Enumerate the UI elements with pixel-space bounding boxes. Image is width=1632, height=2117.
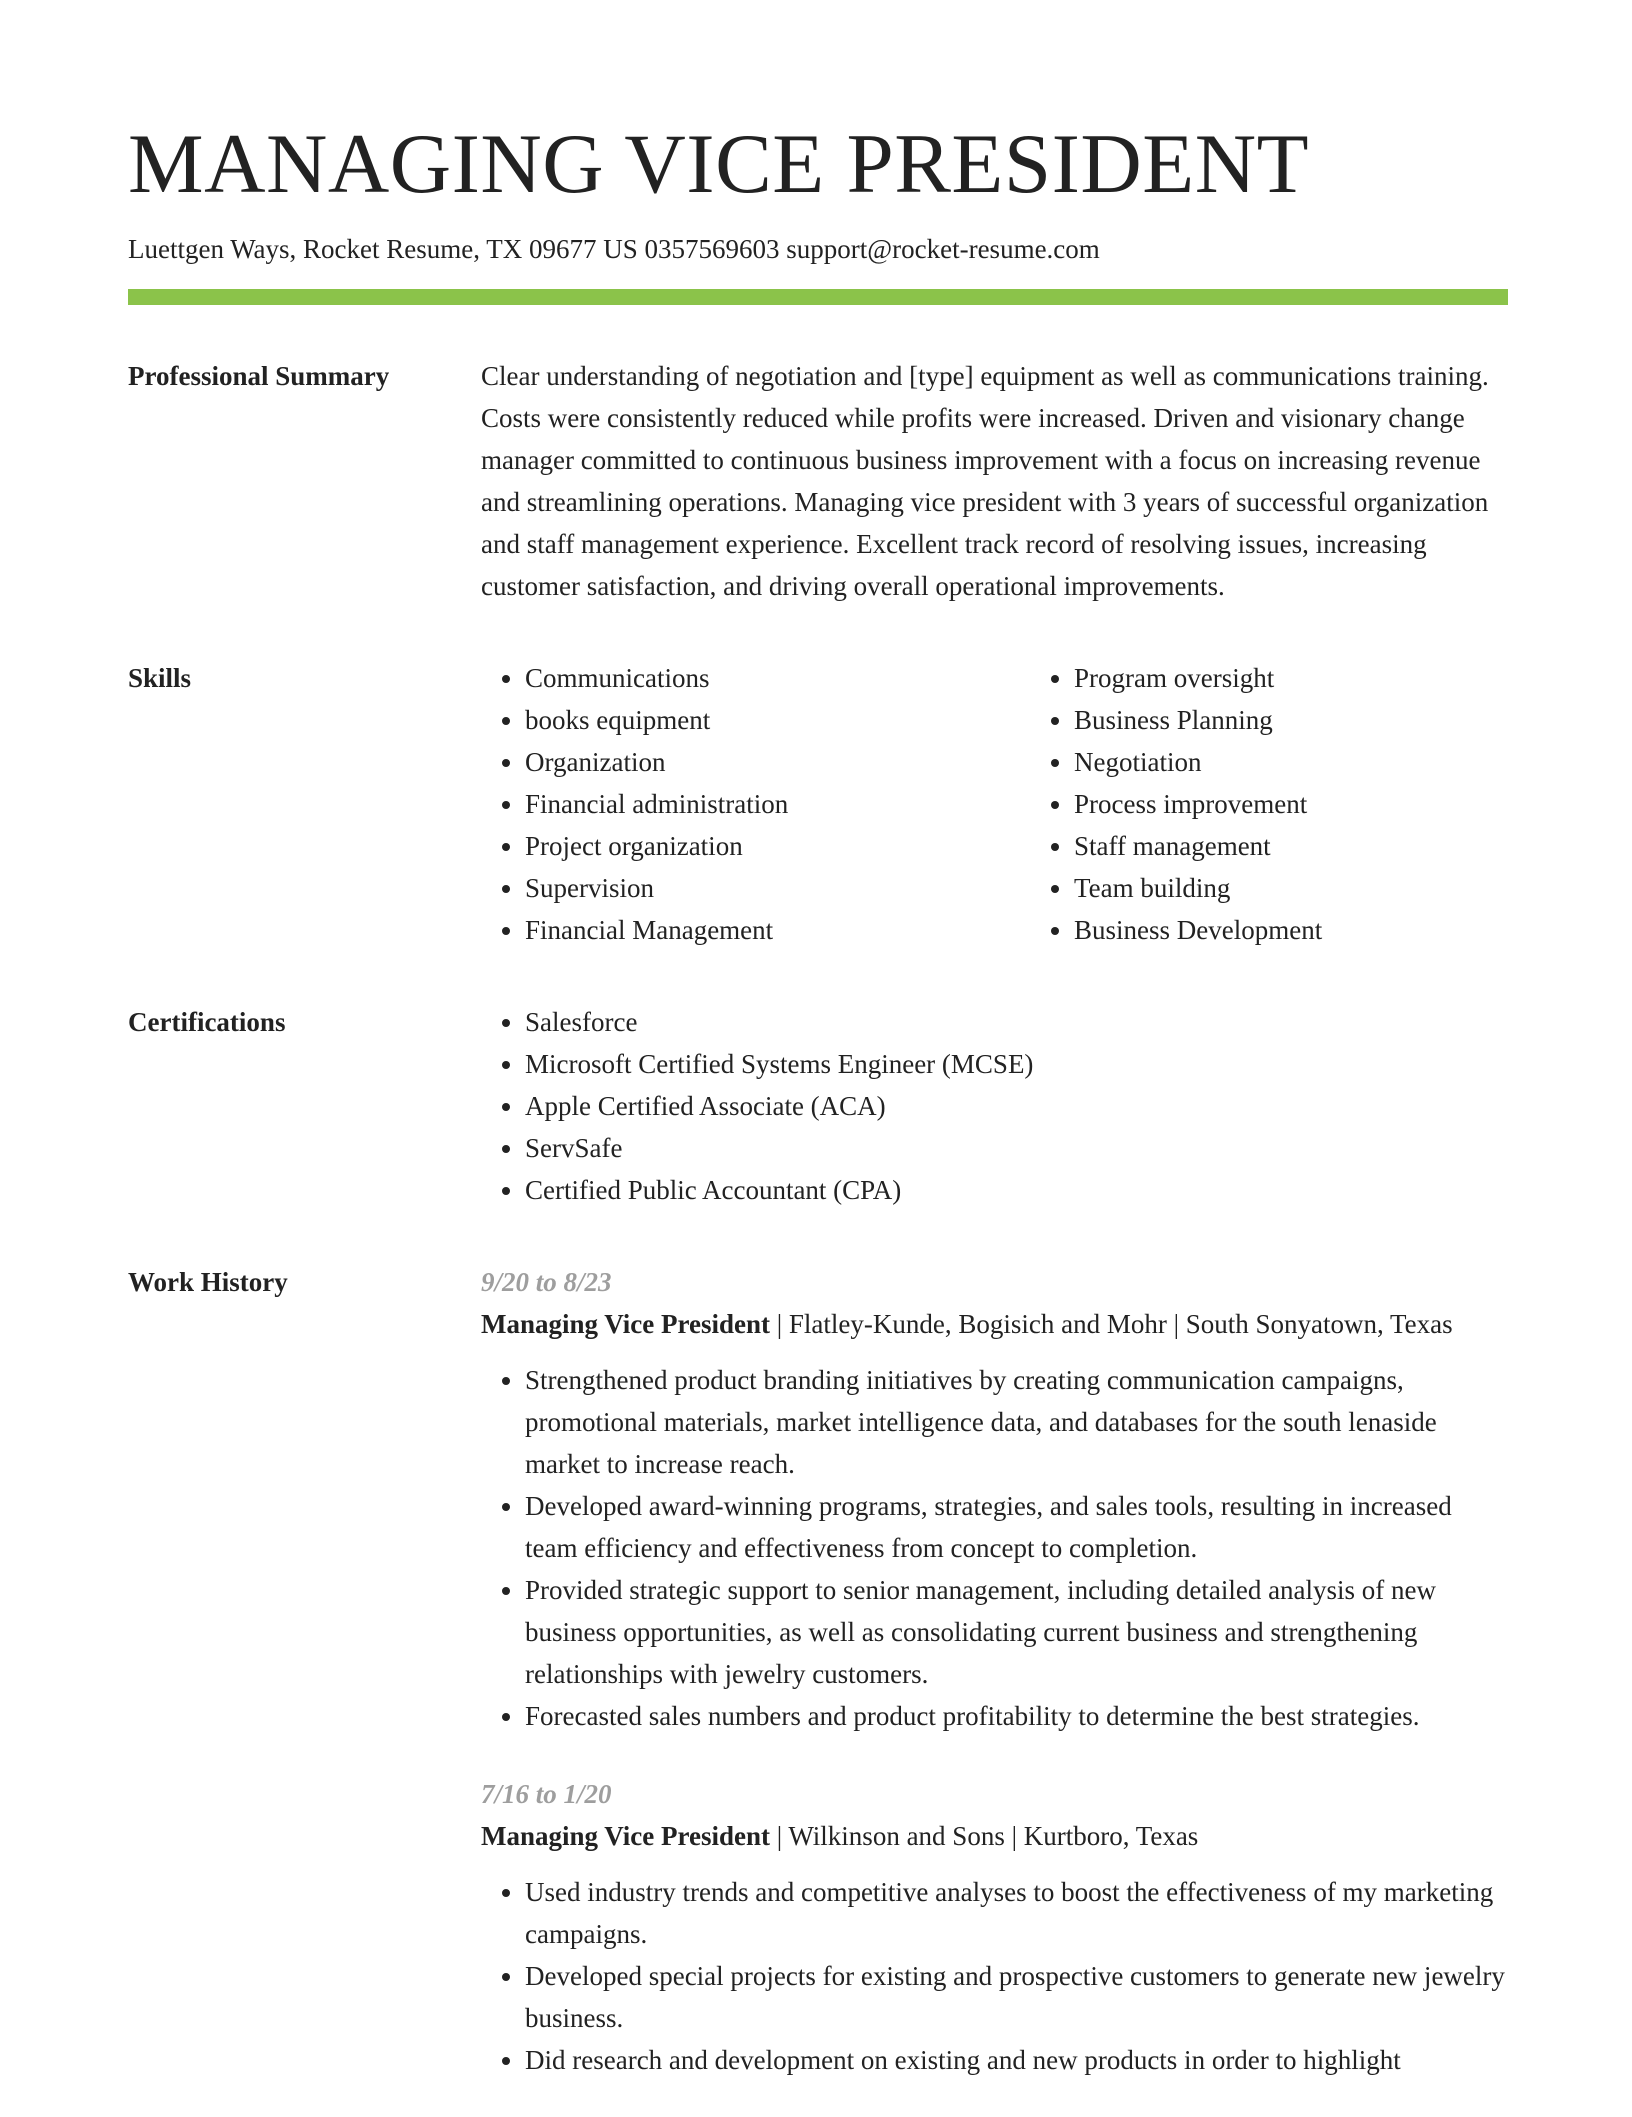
job-bullet: • Developed award-winning programs, strategies, and sales tools, resulting in increased team efficiency and effectiveness from concept to completion. — [525, 1485, 1508, 1569]
job-dates: 7/16 to 1/20 — [481, 1778, 612, 1809]
job-bullet: • Strengthened product branding initiatives by creating communication campaigns, promotional materials, market intelligence data, and databases for the south lenaside market to increase reach. — [525, 1359, 1508, 1485]
resume-page — [128, 118, 1508, 2117]
section-title-certifications: Certifications — [128, 1006, 286, 1037]
summary-body — [481, 355, 1508, 607]
job-bullet: • Developed special projects for existing and prospective customers to generate new jewelry business. — [525, 1955, 1508, 2039]
job-entry — [481, 1261, 1508, 1737]
job-bullet: • Did research and development on existing and new products in order to highlight — [525, 2039, 1508, 2081]
job-bullet: • Forecasted sales numbers and product profitability to determine the best strategies. — [525, 1695, 1508, 1737]
summary-section — [128, 355, 1508, 607]
job-heading — [481, 1815, 1508, 1857]
skill-item: • Program oversight — [1074, 657, 1579, 699]
certification-item: • Apple Certified Associate (ACA) — [525, 1085, 1508, 1127]
skills-section — [128, 657, 1508, 951]
certification-item: • ServSafe — [525, 1127, 1508, 1169]
skill-item: • Financial Management — [525, 909, 1030, 951]
skills-body — [481, 657, 1579, 951]
skill-item: • Project organization — [525, 825, 1030, 867]
job-bullet: • Provided strategic support to senior management, including detailed analysis of new business opportunities, as well as consolidating current business and strengthening relationships with jewelry customers. — [525, 1569, 1508, 1695]
skill-item: • Organization — [525, 741, 1030, 783]
skill-item: • Process improvement — [1074, 783, 1579, 825]
certification-item: • Certified Public Accountant (CPA) — [525, 1169, 1508, 1211]
skill-item: • Staff management — [1074, 825, 1579, 867]
contact-line: Luettgen Ways, Rocket Resume, TX 09677 US 0357569603 support@rocket-resume.com — [128, 233, 1100, 264]
skills-list-right — [1030, 657, 1579, 951]
work-history-section — [128, 1261, 1508, 2117]
certifications-list — [481, 1001, 1508, 1211]
job-title: Managing Vice President — [481, 1308, 770, 1339]
certification-item: • Microsoft Certified Systems Engineer (MCSE) — [525, 1043, 1508, 1085]
skill-item: • Business Planning — [1074, 699, 1579, 741]
certification-item: • Salesforce — [525, 1001, 1508, 1043]
accent-divider — [128, 289, 1508, 305]
summary-text: Clear understanding of negotiation and [type] equipment as well as communications training. Costs were consistently reduced while profits were increased. Driven and visionary change manager committed to continuous business improvement with a focus on increasing revenue and streamlining operations. Managing vice president with 3 years of successful organization and staff management experience. Excellent track record of resolving issues, increasing customer satisfaction, and driving overall operational improvements. — [481, 360, 1489, 601]
certifications-section — [128, 1001, 1508, 1211]
section-title-summary: Professional Summary — [128, 360, 390, 391]
skill-item: • Negotiation — [1074, 741, 1579, 783]
job-title: Managing Vice President — [481, 1820, 770, 1851]
job-entry — [481, 1773, 1508, 2081]
job-details: | Flatley-Kunde, Bogisich and Mohr | South Sonyatown, Texas — [769, 1308, 1453, 1339]
skill-item: • Business Development — [1074, 909, 1579, 951]
job-dates: 9/20 to 8/23 — [481, 1266, 612, 1297]
job-bullets — [481, 1871, 1508, 2081]
skill-item: • Team building — [1074, 867, 1579, 909]
certifications-body — [481, 1001, 1508, 1211]
job-details: | Wilkinson and Sons | Kurtboro, Texas — [769, 1820, 1199, 1851]
work-history-body — [481, 1261, 1508, 2117]
job-bullet: • Used industry trends and competitive analyses to boost the effectiveness of my marketing campaigns. — [525, 1871, 1508, 1955]
job-heading — [481, 1303, 1508, 1345]
skill-item: • Communications — [525, 657, 1030, 699]
page-title: MANAGING VICE PRESIDENT — [128, 117, 1310, 211]
skill-item: • books equipment — [525, 699, 1030, 741]
skill-item: • Financial administration — [525, 783, 1030, 825]
section-title-skills: Skills — [128, 662, 192, 693]
section-title-work-history: Work History — [128, 1266, 288, 1297]
skill-item: • Supervision — [525, 867, 1030, 909]
job-bullets — [481, 1359, 1508, 1737]
skills-list-left — [481, 657, 1030, 951]
